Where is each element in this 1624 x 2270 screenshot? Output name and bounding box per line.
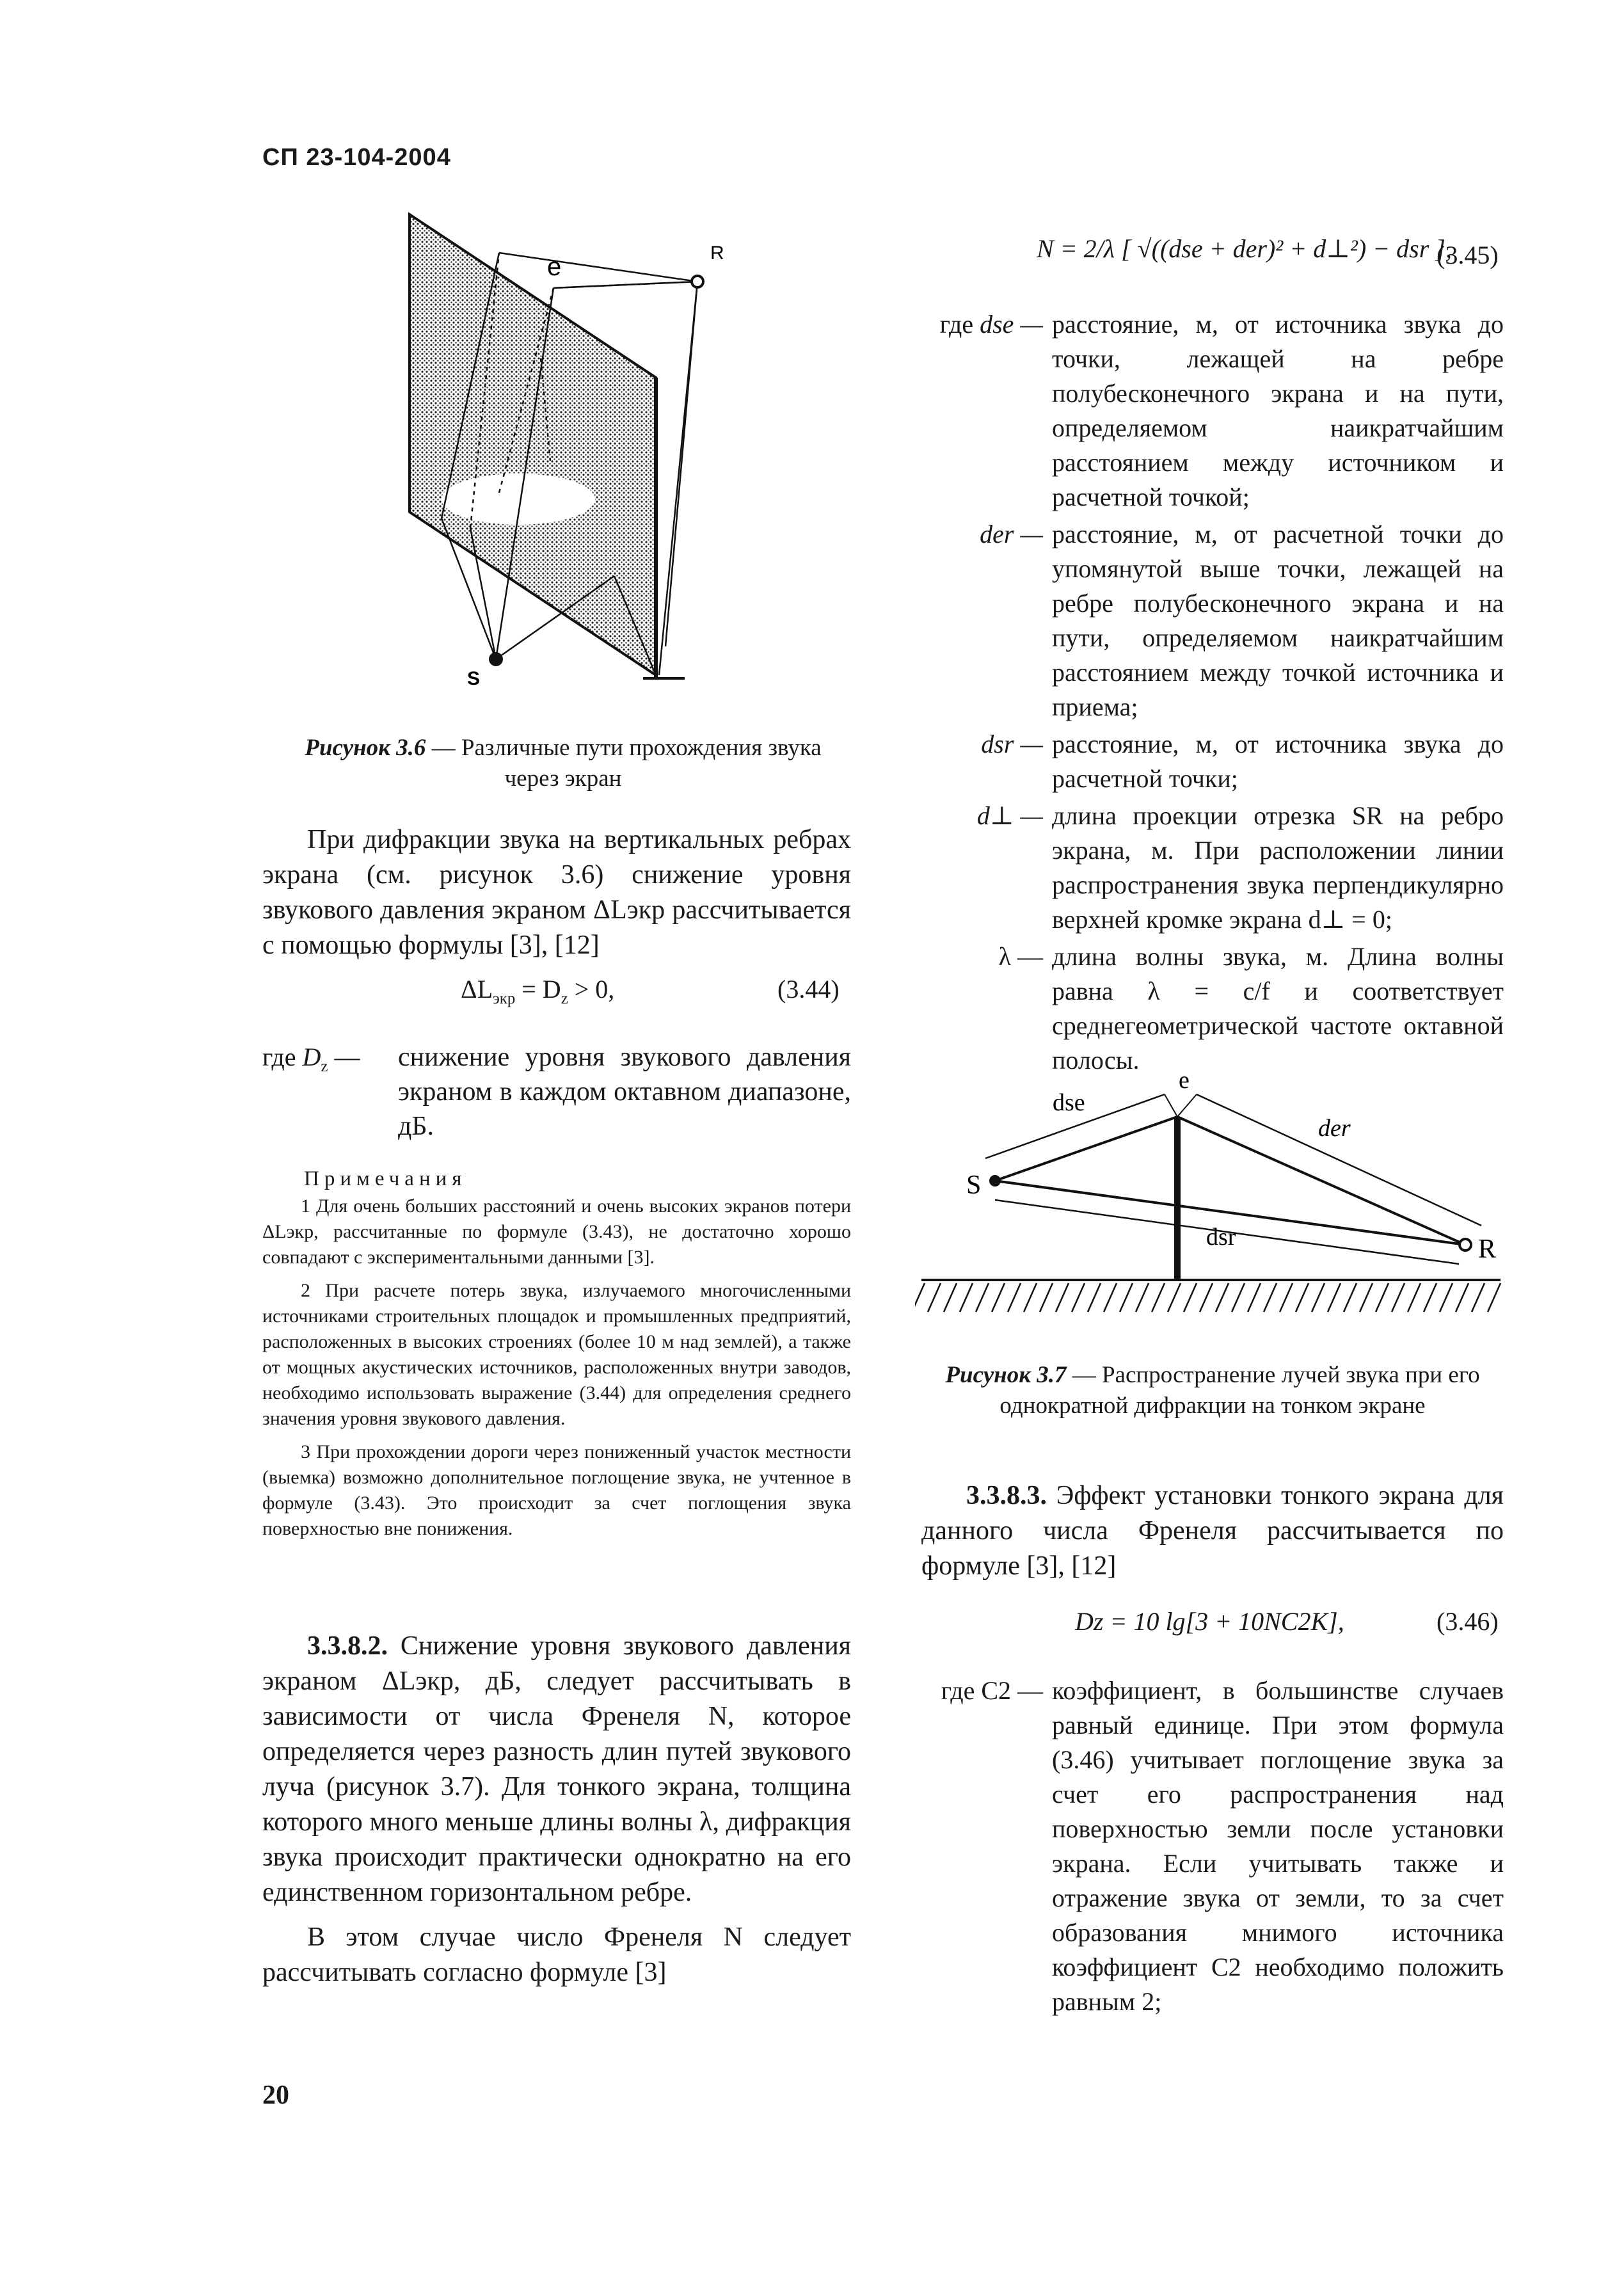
figure-3-6-diagram	[403, 205, 761, 691]
text-dsr: расстояние, м, от источника звука до расчетной точки;	[1052, 730, 1504, 793]
definition-d-perp	[921, 799, 1504, 937]
eq-rhs-sub: z	[561, 990, 568, 1007]
text-der: расстояние, м, от расчетной точки до упомянутой выше точки, лежащей на ребре полубесконечного экрана и на пути, определяемом наикратчайшим расстоянием между точкой источника и приема;	[1052, 520, 1504, 721]
equation-number-3-45: (3.45)	[1437, 241, 1499, 269]
document-code: СП 23-104-2004	[262, 144, 451, 171]
equation-3-44	[461, 974, 614, 1008]
caption-text-2: однократной дифракции на тонком экране	[999, 1393, 1426, 1419]
figure-3-7-diagram	[915, 1062, 1510, 1331]
text-dse: расстояние, м, от источника звука до точки, лежащей на ребре полубесконечного экрана и на пути, определяемом наикратчайшим расстоянием между источником и расчетной точкой;	[1052, 310, 1504, 511]
equation-number-3-46: (3.46)	[1437, 1607, 1499, 1636]
screen-panel	[410, 214, 656, 675]
paragraph-fresnel-number: В этом случае число Френеля N следует рассчитывать согласно формуле [3]	[262, 1922, 851, 1987]
eq-tail: > 0,	[568, 975, 615, 1003]
definition-dse	[921, 307, 1504, 515]
figure-3-6-caption	[262, 733, 864, 794]
term-der: der —	[980, 520, 1043, 548]
label-dse: dse	[1053, 1089, 1085, 1116]
section-text: Снижение уровня звукового давления экраном ΔLэкр, дБ, следует рассчитывать в зависимости от числа Френеля N, которое определяется через разность длин путей звукового луча (рисунок 3.7). Для тонкого экрана, толщина которого много меньше длины волны λ, дифракция звука происходит практически однократно на его единственном горизонтальном ребре.	[262, 1631, 851, 1907]
paragraph-diffraction-vertical: При дифракции звука на вертикальных ребрах экрана (см. рисунок 3.6) снижение уровня звукового давления экраном ΔLэкр рассчитывается с помощью формулы [3], [12]	[262, 825, 851, 960]
equation-3-46: Dz = 10 lg[3 + 10NC2K],	[1075, 1607, 1344, 1636]
notes-list	[262, 1194, 851, 1542]
source-point-S	[489, 652, 503, 666]
receiver-point-R	[1460, 1239, 1471, 1251]
where-label: где	[262, 1043, 296, 1071]
dz-sub: z	[321, 1058, 328, 1075]
text-c2: коэффициент, в большинстве случаев равный единице. При этом формула (3.46) учитывает поглощение звука за счет его распространения над поверхностью земли после установки экрана. Если учитывать также и отражение звука от земли, то за счет образования мнимого источника коэффициент C2 необходимо положить равным 2;	[1052, 1676, 1504, 2016]
notes-title: Примечания	[304, 1167, 467, 1190]
term-lambda: λ —	[998, 942, 1043, 971]
term-c2: где C2 —	[941, 1676, 1043, 1705]
equation-3-45: N = 2/λ [ √((dse + der)² + d⊥²) − dsr ],	[1037, 234, 1452, 263]
label-R: R	[710, 243, 724, 264]
equation-number-3-44: (3.44)	[777, 975, 840, 1003]
caption-text-2: через экран	[504, 765, 622, 792]
caption-text: — Различные пути прохождения звука	[426, 735, 822, 761]
figure-3-7-caption	[915, 1360, 1510, 1421]
term-d-perp: d⊥ —	[976, 801, 1043, 830]
text-d-perp: длина проекции отрезка SR на ребро экрана, м. При расположении линии распространения звука перпендикулярно верхней кромке экрана d⊥ = 0;	[1052, 801, 1504, 934]
note-2: 2 При расчете потерь звука, излучаемого многочисленными источниками строительных площадок и промышленных предприятий, расположенных в высоких строениях (более 10 м над землей), а также от мощных акустических источников, расположенных внутри заводов, необходимо использовать выражение (3.44) для определения среднего значения уровня звукового давления.	[262, 1280, 851, 1429]
section-text: Эффект установки тонкого экрана для данного числа Френеля рассчитывается по формуле [3], [12]	[921, 1481, 1504, 1581]
definition-dsr	[921, 727, 1504, 796]
note-3: 3 При прохождении дороги через пониженный участок местности (выемка) возможно дополнительное поглощение звука, не учтенное в формуле (3.43). Это происходит за счет поглощения звука поверхностью вне понижения.	[262, 1441, 851, 1539]
source-point-S	[989, 1175, 1001, 1187]
eq-lhs: ΔL	[461, 975, 493, 1003]
label-der: der	[1318, 1115, 1351, 1142]
label-R: R	[1478, 1235, 1497, 1264]
ground-hatching	[915, 1283, 1501, 1312]
dz-dash: —	[328, 1043, 360, 1071]
definition-der	[921, 517, 1504, 724]
label-S: S	[966, 1171, 982, 1200]
term-dse: dse —	[980, 310, 1043, 339]
section-number: 3.3.8.3.	[966, 1481, 1047, 1510]
definition-c2	[921, 1674, 1504, 2019]
receiver-point-R	[692, 276, 703, 287]
text-lambda: длина волны звука, м. Длина волны равна λ = c/f и соответствует среднегеометрической частоте октавной полосы.	[1052, 942, 1504, 1075]
label-S: S	[467, 668, 481, 689]
where-label-right: где	[939, 310, 974, 339]
label-e: e	[547, 253, 562, 281]
page-number: 20	[262, 2081, 289, 2110]
dz-text: снижение уровня звукового давления экраном в каждом октавном диапазоне, дБ.	[398, 1043, 851, 1141]
section-number: 3.3.8.2.	[307, 1631, 388, 1661]
eq-rhs: = D	[515, 975, 561, 1003]
caption-prefix: Рисунок 3.6	[305, 735, 426, 761]
section-3-3-8-2	[262, 1629, 851, 1910]
eq-lhs-sub: экр	[493, 990, 516, 1007]
dz-term: D	[302, 1043, 321, 1071]
term-dsr: dsr —	[981, 730, 1043, 758]
caption-prefix: Рисунок 3.7	[945, 1362, 1067, 1388]
section-3-3-8-3	[921, 1478, 1504, 1584]
definitions-list	[921, 307, 1504, 1078]
caption-text: — Распространение лучей звука при его	[1066, 1362, 1480, 1388]
note-1: 1 Для очень больших расстояний и очень высоких экранов потери ΔLэкр, рассчитанные по формуле (3.43), не достаточно хорошо совпадают с экспериментальными данными [3].	[262, 1195, 851, 1268]
definition-lambda	[921, 939, 1504, 1078]
label-dsr: dsr	[1206, 1224, 1236, 1251]
definition-dz	[262, 1040, 851, 1144]
label-e: e	[1179, 1067, 1190, 1094]
